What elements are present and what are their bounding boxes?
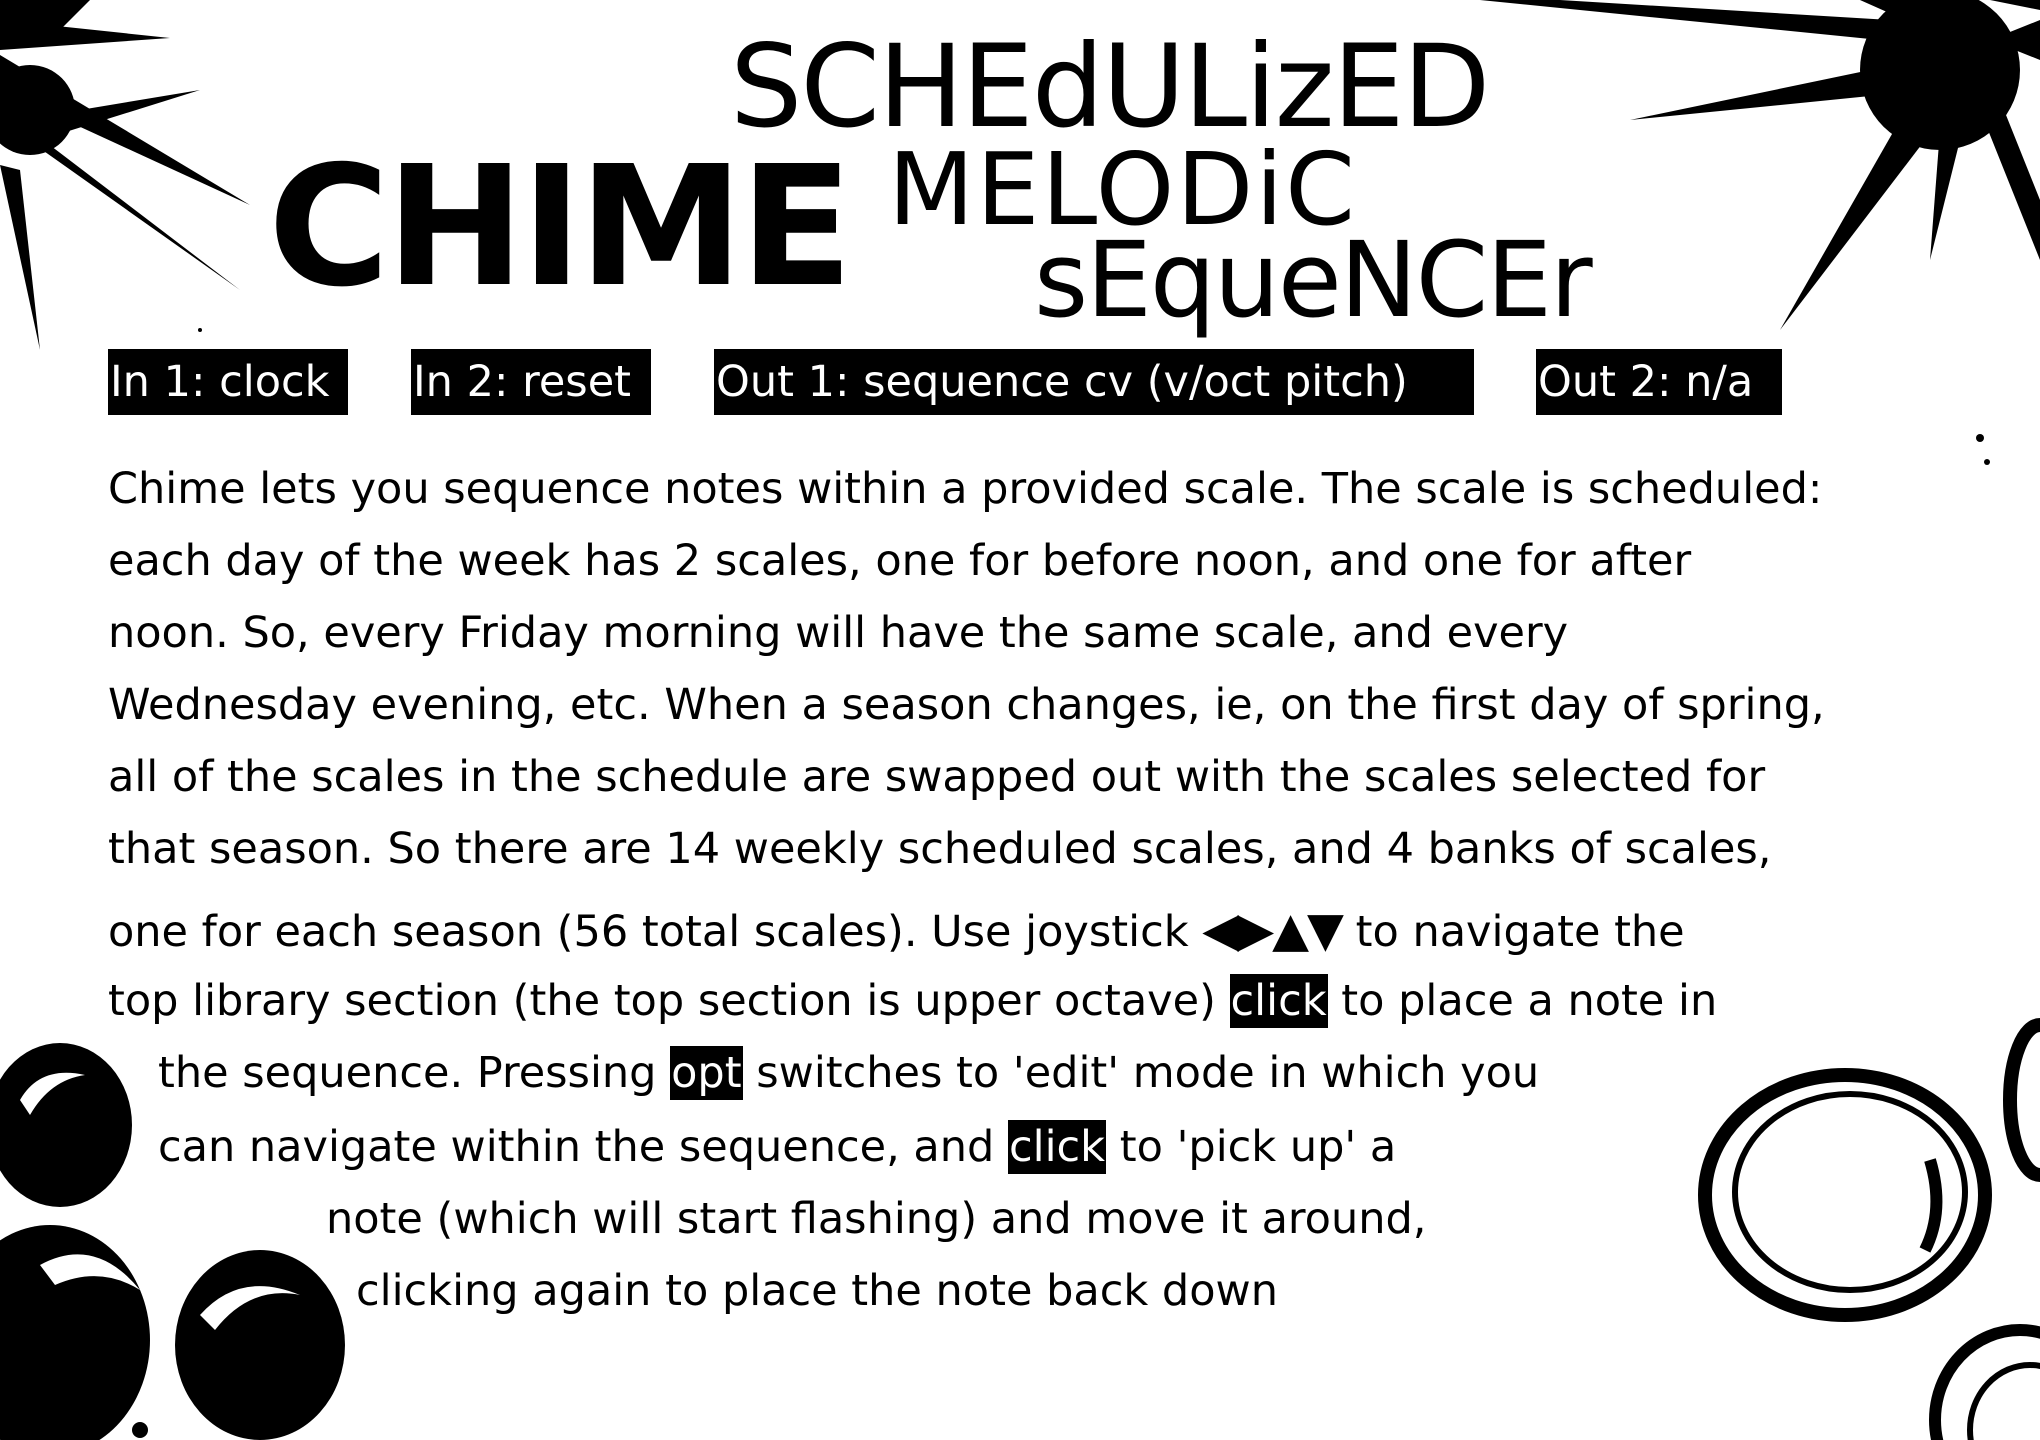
- body-line: noon. So, every Friday morning will have the same scale, and every: [108, 608, 1569, 658]
- body-text: one for each season (56 total scales). Use joystick: [108, 907, 1189, 957]
- body-line: [108, 902, 1685, 958]
- body-line: clicking again to place the note back down: [356, 1266, 1278, 1316]
- body-line: Wednesday evening, etc. When a season changes, ie, on the first day of spring,: [108, 680, 1825, 730]
- body-text: to 'pick up' a: [1106, 1122, 1397, 1172]
- title-melodic: MELODiC: [888, 131, 1357, 248]
- title-schedulized: SCHEdULizED: [730, 20, 1489, 153]
- body-text: to navigate the: [1355, 907, 1685, 957]
- rings-bottom-right-icon: [1705, 1025, 2040, 1440]
- body-line: [108, 976, 1718, 1026]
- body-text: the sequence. Pressing: [158, 1048, 671, 1098]
- body-text: to place a note in: [1327, 976, 1718, 1026]
- starburst-top-left-icon: [0, 0, 250, 350]
- title-chime: CHIME: [268, 131, 850, 324]
- port-out-2: Out 2: n/a: [1536, 349, 1782, 415]
- body-line: note (which will start flashing) and move it around,: [326, 1194, 1427, 1244]
- click-key-label: click: [1009, 1122, 1106, 1172]
- title-sequencer: sEqueNCEr: [1034, 219, 1591, 341]
- body-text: can navigate within the sequence, and: [158, 1122, 1008, 1172]
- body-line: all of the scales in the schedule are swapped out with the scales selected for: [108, 752, 1766, 802]
- body-text: top library section (the top section is upper octave): [108, 976, 1230, 1026]
- body-line: [158, 1048, 1540, 1098]
- bubbles-bottom-left-icon: [0, 1043, 345, 1440]
- opt-key-label: opt: [671, 1048, 742, 1098]
- port-out-1: Out 1: sequence cv (v/oct pitch): [714, 349, 1474, 415]
- port-in-2: In 2: reset: [411, 349, 651, 415]
- joystick-arrows-icon: ◀▶▲▼: [1202, 902, 1342, 958]
- body-line: [158, 1122, 1397, 1172]
- click-key-label: click: [1230, 976, 1327, 1026]
- body-line: that season. So there are 14 weekly scheduled scales, and 4 banks of scales,: [108, 824, 1772, 874]
- port-in-1: In 1: clock: [108, 349, 348, 415]
- body-line: each day of the week has 2 scales, one for before noon, and one for after: [108, 536, 1692, 586]
- body-line: Chime lets you sequence notes within a provided scale. The scale is scheduled:: [108, 464, 1823, 514]
- body-text: switches to 'edit' mode in which you: [742, 1048, 1540, 1098]
